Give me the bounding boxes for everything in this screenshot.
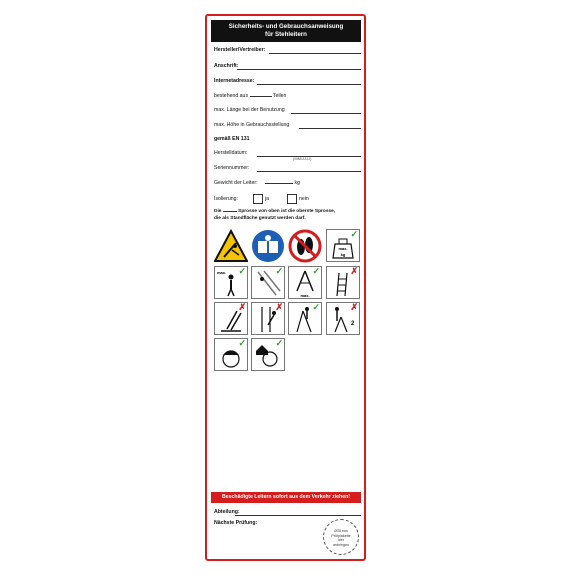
allowed-check-icon: ✓ (275, 266, 283, 276)
allowed-check-icon: ✓ (312, 266, 320, 276)
no-unsuitable-shoes-icon (288, 229, 322, 263)
serial-number-label: Seriennummer: (214, 165, 250, 171)
read-manual-icon (251, 229, 285, 263)
allowed-check-icon: ✓ (238, 338, 246, 348)
forbidden-cross-icon: ✗ (275, 302, 283, 312)
allowed-check-icon: ✓ (312, 302, 320, 312)
manufacturer-line[interactable] (269, 53, 361, 54)
insulation-no-label: nein (299, 196, 309, 202)
max-text: max. (217, 270, 227, 275)
one-person-pictogram (214, 266, 248, 299)
label-title: Sicherheits- und Gebrauchsanweisung für Stehleitern (211, 20, 361, 42)
address-label: Anschrift: (214, 63, 239, 69)
manufacture-date-hint: (MM/JJJJ) (293, 156, 312, 161)
insulation-yes-label: ja (265, 196, 270, 202)
manufacturer-label: Hersteller/Vertreiber: (214, 47, 266, 53)
rung-number-line[interactable] (223, 211, 237, 212)
insulation-no-checkbox[interactable] (287, 194, 297, 204)
max-text: max. (338, 246, 348, 251)
department-line[interactable] (235, 515, 361, 516)
max-length-line[interactable] (291, 113, 361, 114)
insulation-label: Isolierung: (214, 196, 238, 202)
kg-text: kg (340, 252, 346, 257)
rung-note-line1: Die Sprosse von oben ist die oberste Sprosse, (214, 209, 336, 214)
max-spread-pictogram (288, 266, 322, 299)
internet-line[interactable] (257, 84, 361, 85)
forbidden-cross-icon: ✗ (350, 266, 358, 276)
rung-note-line2: die als Standfläche genutzt werden darf. (214, 216, 306, 221)
forbidden-cross-icon: ✗ (238, 302, 246, 312)
max-height-line[interactable] (299, 128, 361, 129)
manufacture-date-label: Herstelldatum: (214, 150, 248, 156)
damaged-ladder-warning: Beschädigte Leitern sofort aus dem Verkehr ziehen! (211, 492, 361, 503)
max-length-label: max. Länge bei der Benutzung (214, 107, 285, 113)
parts-row: bestehend aus Teilen (214, 93, 287, 99)
no-ground-issue-pictogram (214, 302, 248, 335)
address-line[interactable] (237, 69, 361, 70)
indoor-use-pictogram (251, 338, 285, 371)
forbidden-cross-icon: ✗ (350, 302, 358, 312)
allowed-check-icon: ✓ (350, 229, 358, 239)
inspect-ladder-pictogram (251, 266, 285, 299)
internet-label: Internetadresse: (214, 78, 255, 84)
department-label: Abteilung: (214, 509, 240, 515)
allowed-check-icon: ✓ (238, 266, 246, 276)
rung-number-text: 2 (351, 321, 355, 327)
inspection-sticker-area: Ø35 mm Prüfplakette hier anbringen (323, 519, 359, 555)
ladder-instruction-label (205, 14, 366, 561)
max-load-pictogram (326, 229, 360, 262)
no-top-step-pictogram (326, 302, 360, 335)
allowed-check-icon: ✓ (275, 338, 283, 348)
standard-label: gemäß EN 131 (214, 136, 250, 142)
parts-count-line[interactable] (250, 96, 272, 97)
insulation-pictogram (214, 338, 248, 371)
weight-line[interactable] (265, 183, 293, 184)
insulation-yes-checkbox[interactable] (253, 194, 263, 204)
max-text: max. (300, 293, 310, 298)
warning-fall-icon (214, 229, 248, 263)
no-lean-ladder-pictogram (326, 266, 360, 299)
weight-row: Gewicht der Leiter: kg (214, 180, 300, 186)
no-side-reach-pictogram (251, 302, 285, 335)
next-inspection-label: Nächste Prüfung: (214, 520, 258, 526)
max-height-label: max. Höhe in Gebrauchsstellung (214, 122, 290, 128)
stand-on-step-pictogram (288, 302, 322, 335)
serial-number-line[interactable] (257, 171, 361, 172)
